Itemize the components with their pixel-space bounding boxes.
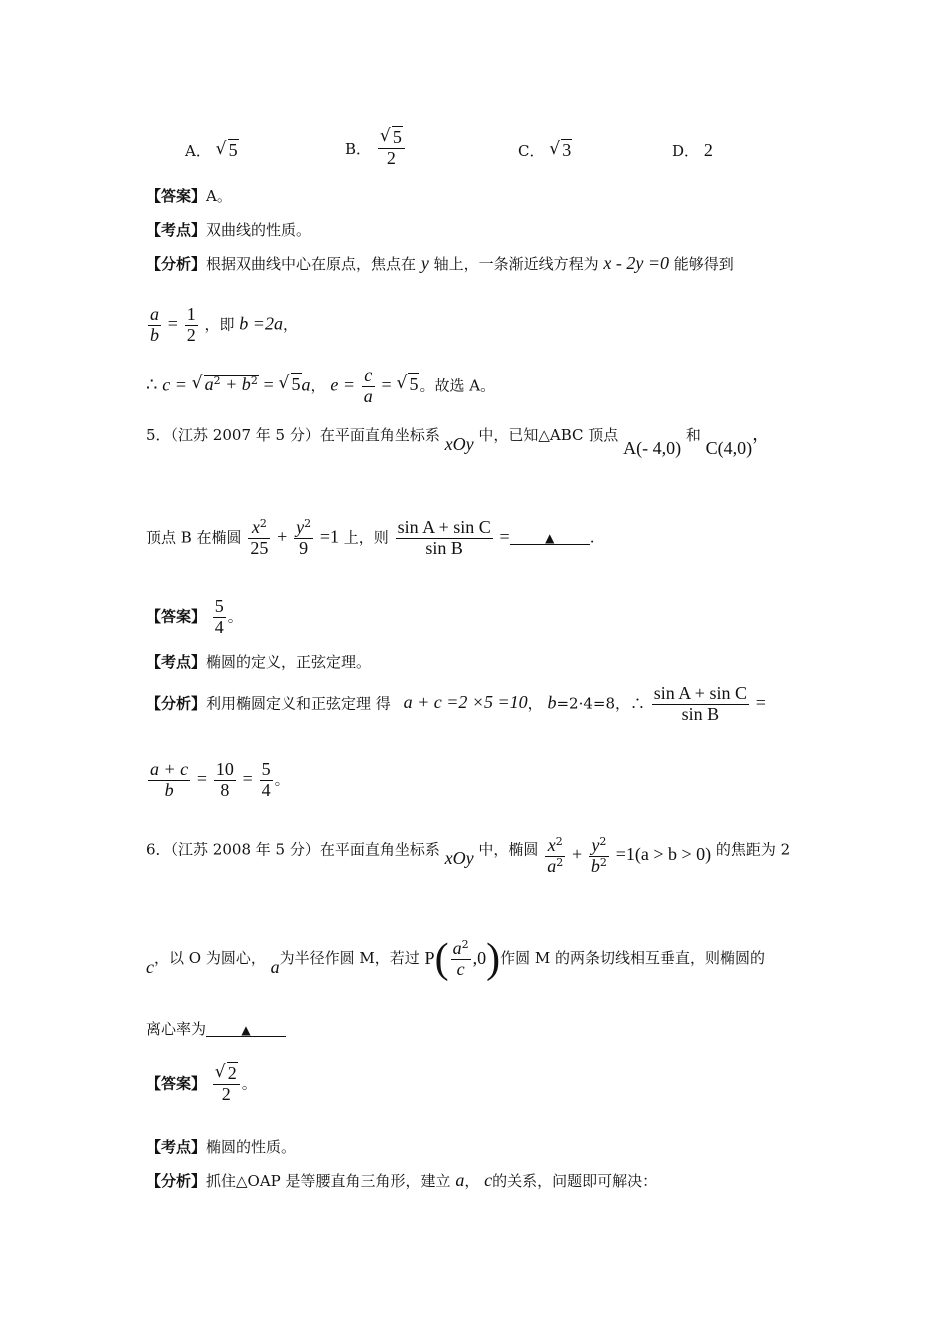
comma: ， [527, 694, 543, 713]
q6-l2-text-3: 作圆 M 的两条切线相互垂直，则椭圆的 [500, 949, 765, 967]
frac-y2-b2: $\frac{y^2}{b^2}$ [590, 835, 607, 876]
kaodian-tag: 【考点】 [146, 221, 207, 239]
dot: . [589, 528, 595, 547]
frac-half: $\frac{1}{2}$ [186, 304, 196, 345]
q5-line2: 顶点 B 在椭圆 $\frac{x^2}{25}$ + $\frac{y^2}{9}$ =1 上，则 $\frac{\text{sin A + sin C}}{\text{sin B}}$ = ▲ . [146, 517, 595, 558]
frac-a-over-b: $\frac{a}{b}$ [150, 304, 159, 345]
comma: ， [310, 376, 326, 395]
asymptote-equation: x - 2y =0 [603, 253, 670, 273]
choice-b-label: B． [345, 139, 372, 158]
frac-10-8: $\frac{10}{8}$ [215, 759, 234, 800]
p-zero: ,0 [472, 948, 487, 969]
point-a: A(- 4,0) [623, 438, 682, 458]
comma: ， [464, 1172, 480, 1190]
eq-a-c: a + c =2 ×5 =10 [403, 692, 528, 713]
eq-b-2a: b =2a [239, 313, 283, 334]
text-ji: ，即 [204, 315, 235, 334]
answer-text: A。 [206, 187, 232, 205]
var-c: c [146, 957, 154, 977]
fenxi-text-3: 的关系，问题即可解决： [492, 1172, 658, 1190]
comma: ， [752, 424, 771, 444]
frac-a2-c: $\frac{a^2}{c}$ [452, 937, 469, 979]
eq-1: =1 [319, 526, 339, 547]
q6-fenxi [146, 1170, 657, 1192]
c-eq: c = [162, 374, 187, 395]
frac-x2-25: $\frac{x^2}{25}$ [250, 517, 269, 558]
frac-sin-2: $\frac{\text{sin A + sin C}}{\text{sin B}}$ [653, 683, 747, 724]
q6-kaodian [146, 1138, 296, 1156]
choice-a [185, 140, 239, 161]
text-shang: 上，则 [343, 528, 389, 547]
choice-d-label: D． [672, 142, 700, 160]
choice-b [345, 128, 407, 169]
eq-sign: = [263, 374, 274, 395]
choice-c-label: C． [518, 142, 545, 160]
text-he: 和 [685, 426, 701, 444]
eq-sign: = [755, 692, 766, 713]
triangle-icon: ▲ [545, 530, 555, 545]
sqrt-a2-b2: √ $a^2 + b^2$ [192, 374, 259, 396]
var-a: a [270, 957, 280, 977]
eq-sign: = [381, 374, 392, 395]
point-p: P [424, 948, 435, 969]
choice-a-label: A． [185, 142, 211, 160]
q5-answer [146, 597, 243, 638]
q6-l2-text-1: ，以 O 为圆心， [154, 949, 266, 967]
fenxi-text-1: 根据双曲线中心在原点，焦点在 [206, 255, 417, 273]
comma: ， [282, 315, 298, 334]
triangle-icon: ▲ [241, 1022, 251, 1037]
frac-sin: $\frac{\text{sin A + sin C}}{\text{sin B}}$ [397, 517, 491, 558]
q6-answer [146, 1064, 257, 1105]
point-c: C(4,0) [705, 438, 753, 458]
frac-y2-9: $\frac{y^2}{9}$ [296, 517, 312, 558]
kaodian-tag: 【考点】 [146, 653, 207, 671]
answer-blank [206, 1024, 286, 1037]
period: 。 [274, 770, 290, 789]
q6-end-text: 的焦距为 2 [715, 840, 791, 859]
q6-line3 [146, 1020, 286, 1038]
kaodian-tag: 【考点】 [146, 1138, 207, 1156]
kaodian-text: 椭圆的定义，正弦定理。 [206, 653, 372, 671]
q6-line2: c，以 O 为圆心， a为半径作圆 M，若过 P( $\frac{a^2}{c}$ ,0)作圆 M 的两条切线相互垂直，则椭圆的 [146, 936, 765, 982]
choice-a-value: √ 5 [216, 140, 239, 161]
var-y: y [420, 253, 429, 273]
q4-answer [146, 187, 232, 205]
q5-head [146, 424, 771, 458]
fenxi-text-2: 轴上，一条渐近线方程为 [433, 255, 599, 273]
q5-l2-text: 顶点 B 在椭圆 [146, 528, 242, 547]
q6-head-text: 6．（江苏 2008 年 5 分）在平面直角坐标系 [146, 840, 440, 859]
choice-d-value: 2 [703, 140, 713, 160]
answer-tag: 【答案】 [146, 607, 207, 626]
var-c: c [484, 1170, 493, 1190]
choice-d [672, 140, 713, 161]
kaodian-text: 双曲线的性质。 [206, 221, 312, 239]
q4-kaodian [146, 221, 311, 239]
choice-c-value: √ 3 [549, 140, 572, 161]
var-a: a [455, 1170, 465, 1190]
fenxi-text-1: 抓住△OAP 是等腰直角三角形，建立 [206, 1172, 451, 1190]
xoy: xOy [444, 848, 474, 869]
ellipse-condition: =1(a > b > 0) [615, 844, 712, 865]
q6-l2-text-2: 为半径作圆 M，若过 [279, 949, 420, 967]
q6-mid-text: 中，椭圆 [478, 840, 539, 859]
answer-blank [510, 532, 590, 545]
var-a: a [301, 374, 311, 395]
fenxi-tag: 【分析】 [146, 1172, 207, 1190]
fenxi-text-3: 能够得到 [673, 255, 734, 273]
answer-tag: 【答案】 [146, 187, 207, 205]
sqrt-5b: √ 5 [396, 374, 419, 396]
frac-sqrt2-2: √ $\frac{2}{2}$ [213, 1064, 240, 1105]
q4-fenxi-line3 [146, 366, 495, 407]
frac-ac-b: $\frac{a + c}{b}$ [150, 759, 189, 800]
q6-head: 6．（江苏 2008 年 5 分）在平面直角坐标系 xOy 中，椭圆 $\frac{x^2}{a^2}$ + $\frac{y^2}{b^2}$ =1(a > b > 0) 的焦距为 2 [146, 835, 791, 876]
q5-fenxi [146, 684, 766, 725]
choice-c [518, 140, 572, 161]
q5-head-text: 5．（江苏 2007 年 5 分）在平面直角坐标系 [146, 426, 440, 444]
fenxi-tag: 【分析】 [146, 694, 207, 713]
fenxi-text-1: 利用椭圆定义和正弦定理 得 [206, 694, 391, 713]
q5-kaodian [146, 653, 371, 671]
frac-c-over-a: $\frac{c}{a}$ [363, 365, 373, 406]
frac-x2-a2: $\frac{x^2}{a^2}$ [547, 835, 564, 876]
text-end: 。故选 A。 [419, 376, 496, 395]
answer-tag: 【答案】 [146, 1074, 207, 1093]
period: 。 [227, 607, 243, 626]
xoy: xOy [444, 434, 474, 454]
therefore: ∴ [146, 374, 158, 395]
eq-sign: = [499, 526, 510, 547]
fenxi-tag: 【分析】 [146, 255, 207, 273]
period: 。 [241, 1074, 257, 1093]
kaodian-text: 椭圆的性质。 [206, 1138, 297, 1156]
q4-fenxi [146, 253, 734, 275]
sqrt-5: √ 5 [279, 374, 302, 396]
frac-5-4b: $\frac{5}{4}$ [261, 759, 271, 800]
choice-b-value: √ $\frac{5}{2}$ [378, 128, 405, 169]
e-eq: e = [330, 374, 355, 395]
q6-l3-text: 离心率为 [146, 1020, 207, 1038]
q4-fenxi-line2: $\frac{a}{b}$ = $\frac{1}{2}$ ，即 b =2a， [150, 304, 298, 345]
q5-fenxi-line2: $\frac{a + c}{b}$ = $\frac{10}{8}$ = $\frac{5}{4}$ 。 [150, 759, 290, 800]
fenxi-text-3: =2·4=8，∴ [556, 694, 645, 713]
frac-5-4: $\frac{5}{4}$ [214, 596, 224, 637]
var-b: b [547, 692, 557, 713]
q5-mid-text: 中，已知△ABC 顶点 [478, 426, 619, 444]
